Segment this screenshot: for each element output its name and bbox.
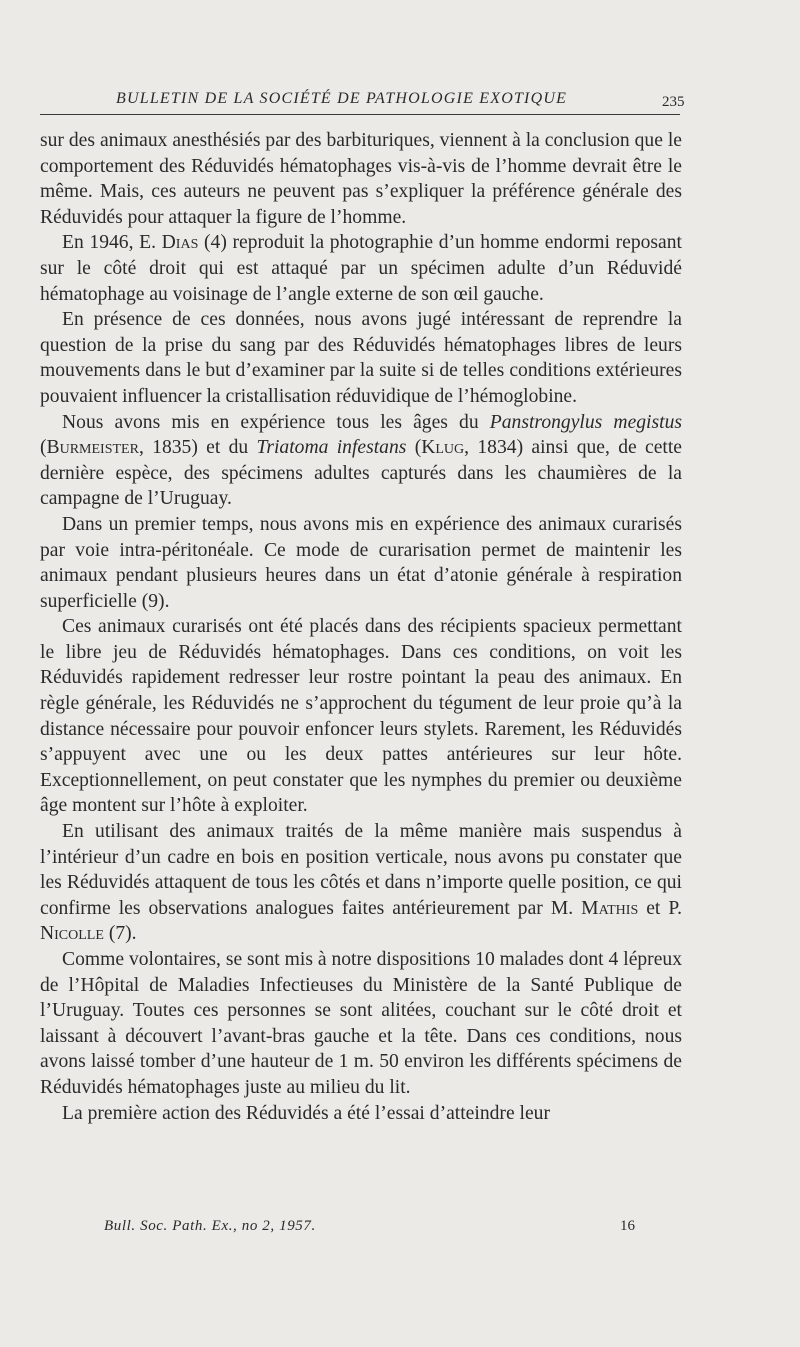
paragraph-1 — [40, 128, 682, 230]
running-title: BULLETIN DE LA SOCIÉTÉ DE PATHOLOGIE EXOTIQUE — [116, 90, 568, 107]
paragraph-7 — [40, 819, 682, 947]
species-name: Panstrongylus megistus — [489, 411, 682, 433]
paragraph-9 — [40, 1101, 682, 1127]
paragraph-2 — [40, 230, 682, 307]
author-name: Dias — [161, 232, 199, 254]
paragraph-5 — [40, 512, 682, 614]
signature-number: 16 — [620, 1218, 635, 1234]
paragraph-3 — [40, 307, 682, 409]
paragraph-text: En 1946, E. — [62, 232, 162, 254]
paragraph-4 — [40, 410, 682, 512]
paragraph-text: (4) reproduit la photographie d’un homme endormi reposant sur le côté droit qui est attaqué par un spécimen adulte d’un Réduvidé hématophage au voisinage de l’angle externe de son œil gauche. — [40, 232, 682, 305]
paragraph-text: En utilisant des animaux traités de la même manière mais suspendus à l’intérieur d’un cadre en bois en position verticale, nous avons pu constater que les Réduvidés attaquent de tous les côtés et dans n’importe quelle position, ce qui confirme les observations analogues faites antérieurement par M. — [40, 821, 682, 919]
species-name: Triatoma infestans — [256, 437, 407, 459]
paragraph-text: , 1835) et du — [138, 437, 257, 459]
paragraph-text: et P. — [638, 897, 682, 919]
author-name: Mathis — [581, 897, 639, 919]
paragraph-text: En présence de ces données, nous avons jugé intéressant de reprendre la question de la prise du sang par des Réduvidés hématophages libres de leurs mouvements dans le but d’examiner par la suite si de telles conditions extérieures pouvaient influencer la cristallisation réduvidique de l’hémoglobine. — [40, 309, 682, 407]
paragraph-text: (7). — [103, 923, 137, 945]
paragraph-text: , 1834) ainsi que, de cette dernière espèce, des spécimens adultes capturés dans les chaumières de la campagne de l’Uruguay. — [40, 437, 682, 510]
paragraph-6 — [40, 614, 682, 819]
paragraph-text: ( — [406, 437, 422, 459]
paragraph-text: Ces animaux curarisés ont été placés dans des récipients spacieux permettant le libre jeu de Réduvidés hématophages. Dans ces conditions, on voit les Réduvidés rapidement redresser leur rostre pointant la peau des animaux. En règle générale, les Réduvidés ne s’approchent du tégument de leur proie qu’à la distance nécessaire pour pouvoir enfoncer leurs stylets. Rarement, les Réduvidés s’appuyent avec une ou les deux pattes antérieures sur leur hôte. Exceptionnellement, on peut constater que les nymphes du premier ou deuxième âge montent sur l’hôte à exploiter. — [40, 616, 682, 817]
paragraph-text: Dans un premier temps, nous avons mis en expérience des animaux curarisés par voie intra-péritonéale. Ce mode de curarisation permet de maintenir les animaux pendant plusieurs heures dans un état d’atonie générale à respiration superficielle (9). — [40, 513, 682, 612]
author-name: Burmeister — [46, 437, 139, 459]
paragraph-text: Comme volontaires, se sont mis à notre dispositions 10 malades dont 4 lépreux de l’Hôpital de Maladies Infectieuses du Ministère de la Santé Publique de l’Uruguay. Toutes ces personnes se sont alitées, couchant sur le côté droit et laissant à découvert l’avant-bras gauche et la tête. Dans ces conditions, nous avons laissé tomber d’une hauteur de 1 m. 50 environ les différents spécimens de Réduvidés hématophages juste au milieu du lit. — [40, 949, 682, 1098]
body-text — [40, 128, 682, 1126]
paragraph-text: ( — [40, 437, 47, 459]
author-name: Klug — [421, 437, 465, 459]
footer-citation: Bull. Soc. Path. Ex., no 2, 1957. — [104, 1218, 316, 1234]
author-name: Nicolle — [40, 923, 104, 945]
paragraph-8 — [40, 947, 682, 1101]
paragraph-text: La première action des Réduvidés a été l’essai d’atteindre leur — [62, 1102, 550, 1124]
page-footer — [40, 1215, 680, 1237]
paragraph-text: sur des animaux anesthésiés par des barbituriques, viennent à la conclusion que le comportement des Réduvidés hématophages vis-à-vis de l’homme devrait être le même. Mais, ces auteurs ne peuvent pas s’expliquer la préférence générale des Réduvidés pour attaquer la figure de l’homme. — [40, 130, 682, 228]
page-number: 235 — [662, 94, 685, 110]
paragraph-text: Nous avons mis en expérience tous les âges du — [62, 411, 490, 433]
running-header — [40, 88, 685, 115]
